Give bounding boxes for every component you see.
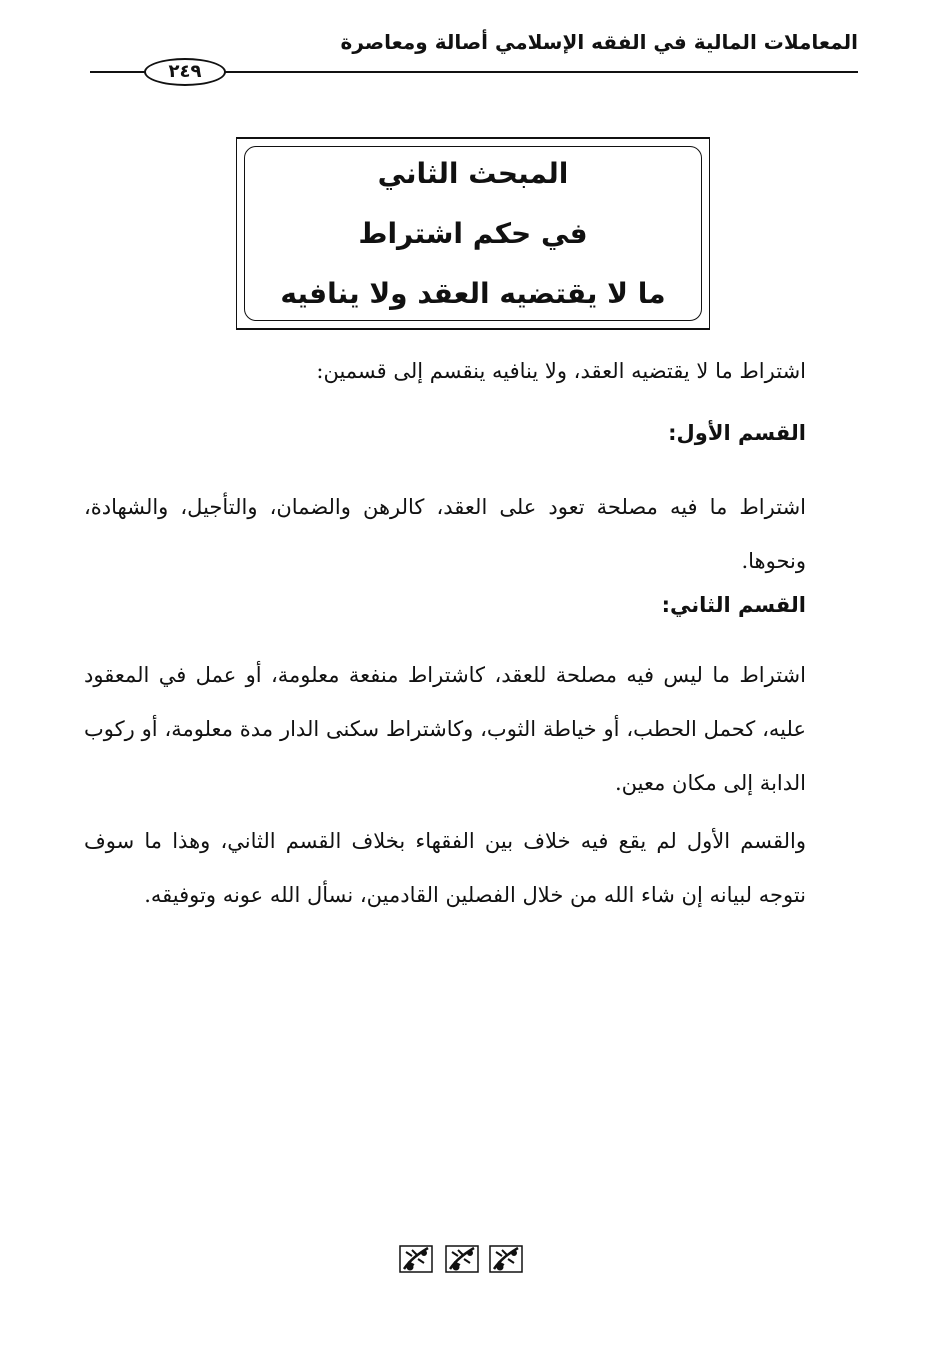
part-two-heading: القسم الثاني:	[661, 593, 806, 617]
intro-paragraph: اشتراط ما لا يقتضيه العقد، ولا ينافيه ينقسم إلى قسمين:	[316, 359, 806, 383]
section-title-line-1: المبحث الثاني	[377, 157, 569, 190]
part-one-text: اشتراط ما فيه مصلحة تعود على العقد، كالرهن والضمان، والتأجيل، والشهادة، ونحوها.	[84, 495, 806, 573]
part-two-paragraph	[84, 648, 830, 810]
end-ornament-icon	[398, 1242, 524, 1276]
ornament-motif-right	[490, 1246, 522, 1272]
section-title-line-3: ما لا يقتضيه العقد ولا ينافيه	[280, 277, 666, 310]
ornament-motif-left	[400, 1246, 432, 1272]
ornament-motif-middle	[446, 1246, 478, 1272]
closing-text: والقسم الأول لم يقع فيه خلاف بين الفقهاء بخلاف القسم الثاني، وهذا ما سوف نتوجه لبيانه إن شاء الله من خلال الفصلين القادمين، نسأل الله عونه وتوفيقه.	[84, 829, 806, 907]
page-number: ٢٤٩	[144, 58, 226, 86]
section-title-frame	[236, 137, 710, 330]
running-header-title: المعاملات المالية في الفقه الإسلامي أصالة ومعاصرة	[340, 30, 858, 54]
part-one-heading: القسم الأول:	[668, 421, 806, 445]
body-text	[84, 356, 830, 976]
part-one-paragraph	[84, 480, 830, 588]
closing-paragraph	[84, 814, 830, 922]
section-title-line-2: في حكم اشتراط	[358, 217, 588, 250]
part-two-text: اشتراط ما ليس فيه مصلحة للعقد، كاشتراط منفعة معلومة، أو عمل في المعقود عليه، كحمل الحطب، أو خياطة الثوب، وكاشتراط سكنى الدار مدة معلومة، أو ركوب الدابة إلى مكان معين.	[84, 663, 806, 795]
